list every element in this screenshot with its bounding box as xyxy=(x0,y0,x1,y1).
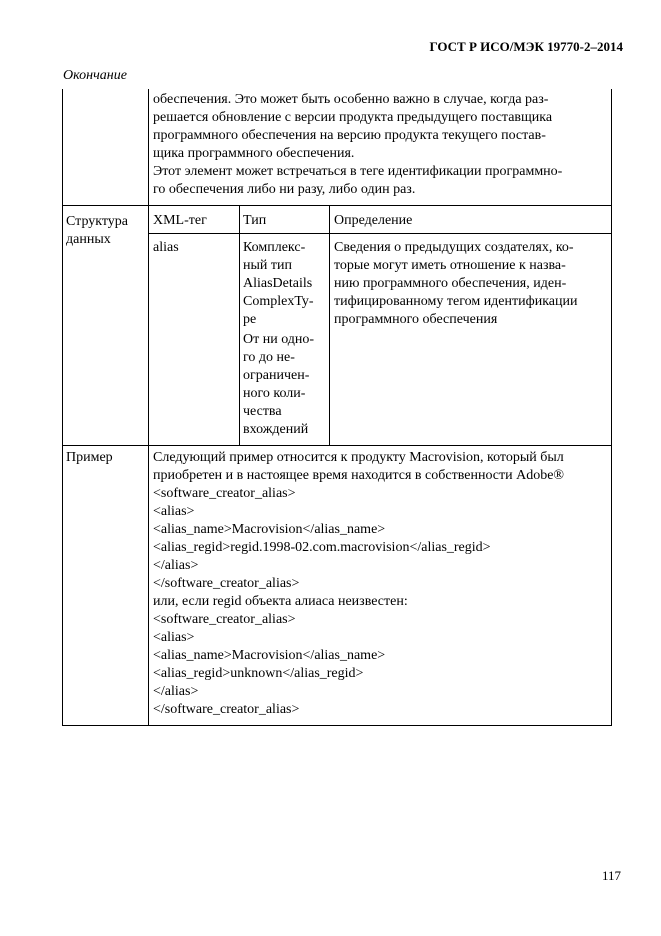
definition-line: программного обеспечения xyxy=(334,312,498,327)
cell-type xyxy=(240,234,330,445)
type-line: pe xyxy=(243,312,257,327)
spec-table xyxy=(62,89,612,726)
code-line: </alias> xyxy=(153,684,199,699)
label-line: данных xyxy=(66,232,111,247)
example-line: Следующий пример относится к продукту Macrovision, который был xyxy=(153,450,564,465)
example-line: приобретен и в настоящее время находится в собственности Adobe® xyxy=(153,468,565,483)
text-line: Этот элемент может встречаться в теге идентификации программно- xyxy=(153,164,563,179)
code-line: <alias_name>Macrovision</alias_name> xyxy=(153,648,386,663)
header-definition: Определение xyxy=(334,213,413,228)
cell-xml-tag: alias xyxy=(149,234,240,445)
type-line: ный тип xyxy=(243,258,292,273)
occurrence-line: ограничен- xyxy=(243,368,310,383)
continuation-text xyxy=(149,89,612,205)
text-line: решается обновление с версии продукта предыдущего поставщика xyxy=(153,110,553,125)
occurrence-line: го до не- xyxy=(243,350,295,365)
text-line: щика программного обеспечения. xyxy=(153,146,355,161)
type-line: AliasDetails xyxy=(243,276,313,291)
label-line: Структура xyxy=(66,214,129,229)
header-type: Тип xyxy=(240,206,330,233)
definition-line: нию программного обеспечения, иден- xyxy=(334,276,567,291)
subtable-header xyxy=(149,206,611,234)
occurrence-line: ного коли- xyxy=(243,386,306,401)
definition-line: тифицированному тегом идентификации xyxy=(334,294,578,309)
row-label-empty xyxy=(62,89,149,205)
data-structure-subtable xyxy=(149,206,612,445)
table-row-data-structure xyxy=(62,205,612,445)
example-text xyxy=(149,446,612,725)
page-number: 117 xyxy=(602,868,622,883)
type-line: ComplexTy- xyxy=(243,294,314,309)
occurrence-line: От ни одно- xyxy=(243,332,315,347)
table-row-example xyxy=(62,445,612,726)
text-line: программного обеспечения на версию продукта текущего постав- xyxy=(153,128,546,143)
row-label-data-structure xyxy=(62,206,149,445)
text-line: обеспечения. Это может быть особенно важно в случае, когда раз- xyxy=(153,92,549,107)
code-line: </alias> xyxy=(153,558,199,573)
code-line: <alias_name>Macrovision</alias_name> xyxy=(153,522,386,537)
row-label-example: Пример xyxy=(62,446,149,725)
cell-definition xyxy=(330,234,611,445)
header-xml-tag: XML-тег xyxy=(149,206,240,233)
code-line: <software_creator_alias> xyxy=(153,486,296,501)
subtable-row xyxy=(149,234,611,445)
text-line: го обеспечения либо ни разу, либо один раз. xyxy=(153,182,416,197)
code-line: <alias> xyxy=(153,504,195,519)
document-header: ГОСТ Р ИСО/МЭК 19770-2–2014 xyxy=(429,39,623,54)
code-line: <software_creator_alias> xyxy=(153,612,296,627)
code-line: <alias_regid>unknown</alias_regid> xyxy=(153,666,364,681)
occurrence-line: чества xyxy=(243,404,282,419)
example-line: или, если regid объекта алиаса неизвестен: xyxy=(153,594,408,609)
code-line: </software_creator_alias> xyxy=(153,576,300,591)
code-line: <alias_regid>regid.1998-02.com.macrovision</alias_regid> xyxy=(153,540,491,555)
code-line: <alias> xyxy=(153,630,195,645)
occurrence-line: вхождений xyxy=(243,422,309,437)
table-row-continuation xyxy=(62,89,612,205)
definition-line: торые могут иметь отношение к назва- xyxy=(334,258,566,273)
code-line: </software_creator_alias> xyxy=(153,702,300,717)
continuation-label: Окончание xyxy=(63,68,127,83)
type-line: Комплекс- xyxy=(243,240,306,255)
definition-line: Сведения о предыдущих создателях, ко- xyxy=(334,240,574,255)
